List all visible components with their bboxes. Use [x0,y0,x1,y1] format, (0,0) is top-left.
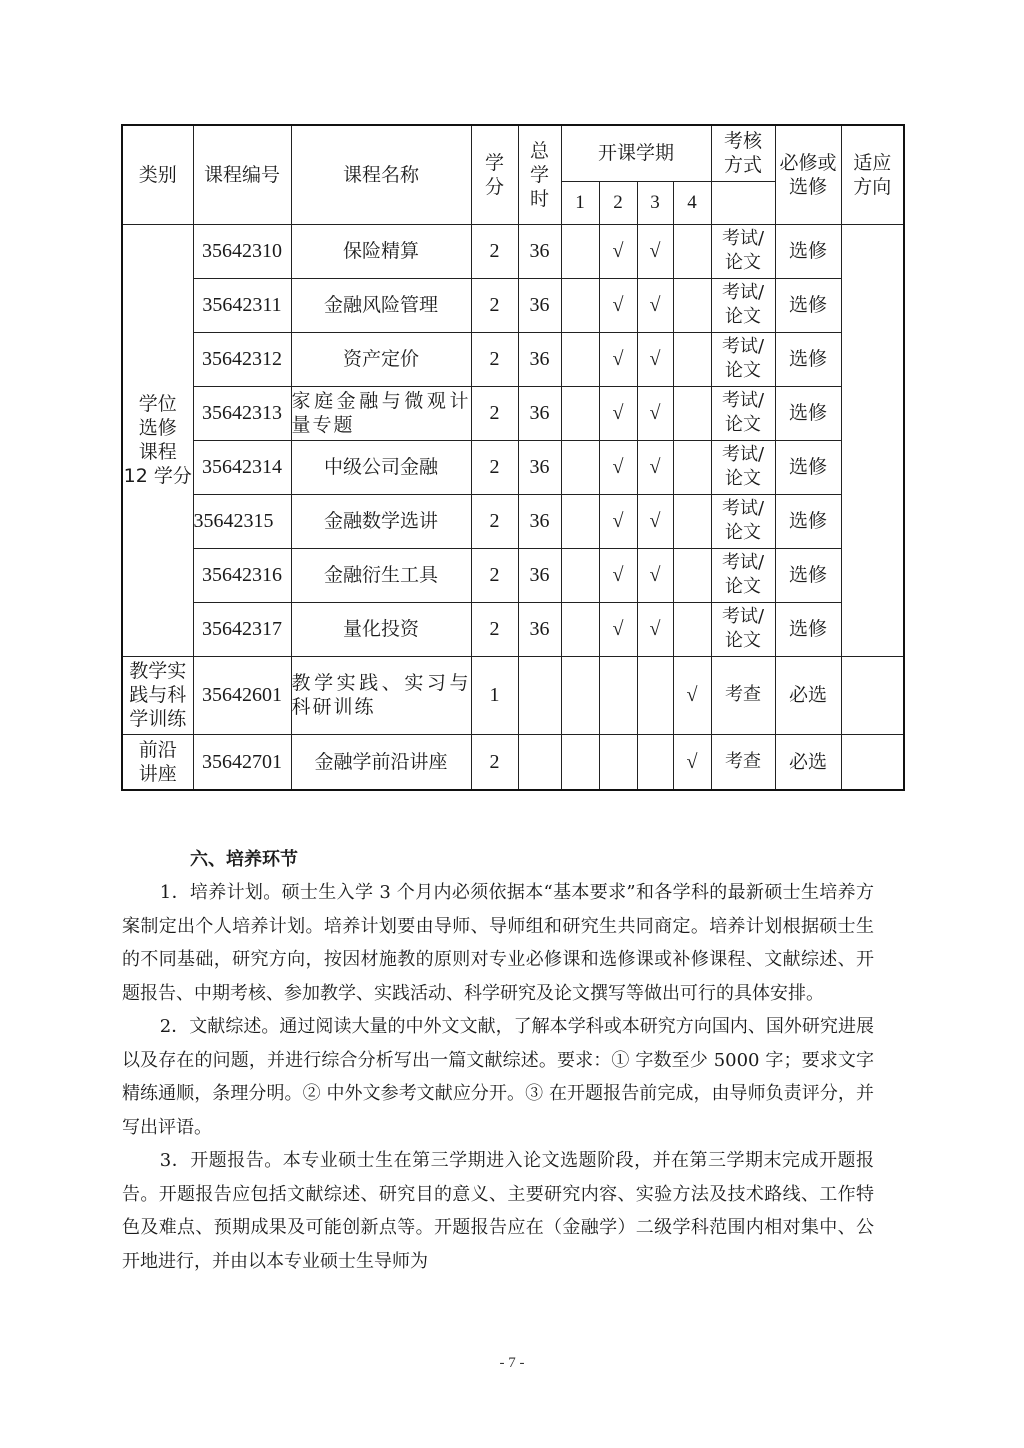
course-hours: 36 [518,386,561,440]
semester-4-check [673,548,711,602]
table-row [122,224,904,278]
assessment-line: 考试/ [721,606,765,627]
paragraph-training-plan: 1．培养计划。硕士生入学 3 个月内必须依据本“基本要求”和各学科的最新硕士生培养方案制定出个人培养计划。培养计划要由导师、导师组和研究生共同商定。培养计划根据硕士生的不同基础，研究方向，按因材施教的原则对专业必修课和选修课或补修课程、文献综述、开题报告、中期考核、参加教学、实践活动、科学研究及论文撰写等做出可行的具体安排。 [122,882,874,1004]
assessment-cell [711,386,775,440]
course-name: 金融数学选讲 [291,494,471,548]
semester-1-check [561,278,599,332]
semester-4-check [673,602,711,656]
course-credits: 1 [471,656,518,734]
course-type: 必选 [775,656,841,734]
direction-cell [841,734,904,790]
assessment-line: 论文 [725,252,762,273]
semester-4-check [673,386,711,440]
header-credits-line: 分 [484,175,504,198]
header-category: 类别 [122,125,193,224]
header-required [775,125,841,224]
semester-3-check: √ [637,602,673,656]
semester-3-check [637,734,673,790]
semester-2-check: √ [599,440,637,494]
course-hours: 36 [518,278,561,332]
semester-1-check [561,548,599,602]
header-name: 课程名称 [291,125,471,224]
course-credits: 2 [471,278,518,332]
header-hours-line: 总 [529,139,549,162]
course-hours: 36 [518,602,561,656]
assessment-line: 论文 [725,306,762,327]
course-name: 中级公司金融 [291,440,471,494]
semester-1-check [561,494,599,548]
category-line: 践与科 [129,684,187,706]
category-line: 选修 [138,417,177,439]
header-direction-line: 适应 [853,151,892,174]
course-hours [518,656,561,734]
course-name: 金融学前沿讲座 [291,734,471,790]
semester-4-check: √ [673,734,711,790]
page-number: - 7 - [499,1355,525,1371]
semester-3-check: √ [637,494,673,548]
course-type: 选修 [775,548,841,602]
category-line: 前沿 [138,738,177,761]
course-credits: 2 [471,332,518,386]
semester-1-check [561,224,599,278]
assessment-line: 考试/ [721,390,765,411]
semester-3-check: √ [637,440,673,494]
direction-cell [841,656,904,734]
course-name: 保险精算 [291,224,471,278]
course-type: 选修 [775,440,841,494]
course-hours: 36 [518,548,561,602]
category-line: 课程 [138,441,177,463]
assessment-line: 论文 [725,576,762,597]
header-semester: 开课学期 [561,125,711,181]
table-row [122,494,904,548]
course-code: 35642312 [193,332,291,386]
category-cell [122,656,193,734]
header-hours [518,125,561,224]
course-code: 35642701 [193,734,291,790]
header-code: 课程编号 [193,125,291,224]
header-required-line: 选修 [789,175,828,198]
semester-3-check: √ [637,548,673,602]
course-name: 资产定价 [291,332,471,386]
assessment-line: 考试/ [721,282,765,303]
table-row [122,278,904,332]
header-assessment-line: 方式 [724,154,763,177]
course-name: 量化投资 [291,602,471,656]
table-row [122,656,904,734]
header-assessment-line: 考核 [724,130,763,153]
course-code: 35642313 [193,386,291,440]
course-credits: 2 [471,440,518,494]
course-code: 35642310 [193,224,291,278]
course-code: 35642314 [193,440,291,494]
section-heading: 六、培养环节 [190,849,298,870]
course-credits: 2 [471,734,518,790]
header-hours-line: 学 [529,163,549,186]
course-type: 必选 [775,734,841,790]
course-name: 家庭金融与微观计量专题 [291,386,471,440]
semester-2-check: √ [599,278,637,332]
semester-1-check [561,386,599,440]
course-code: 35642315 [193,494,291,548]
assessment-cell [711,332,775,386]
semester-1-check [561,440,599,494]
semester-2-check: √ [599,332,637,386]
semester-4-check: √ [673,656,711,734]
header-credits [471,125,518,224]
assessment-line: 考试/ [721,498,765,519]
header-assessment-blank [711,181,775,224]
semester-2-check: √ [599,224,637,278]
course-type: 选修 [775,494,841,548]
semester-2-check: √ [599,602,637,656]
header-hours-line: 时 [529,187,549,210]
assessment-cell: 考查 [711,656,775,734]
course-code: 35642316 [193,548,291,602]
category-cell [122,224,193,656]
course-type: 选修 [775,332,841,386]
course-name: 教学实践、实习与科研训练 [291,656,471,734]
table-row [122,332,904,386]
assessment-cell [711,494,775,548]
semester-4-check [673,224,711,278]
assessment-line: 考试/ [721,228,765,249]
header-semester-4: 4 [673,181,711,224]
course-code: 35642601 [193,656,291,734]
assessment-cell [711,278,775,332]
semester-2-check: √ [599,548,637,602]
assessment-line: 论文 [725,630,762,651]
semester-4-check [673,332,711,386]
course-hours: 36 [518,440,561,494]
semester-3-check: √ [637,332,673,386]
semester-2-check: √ [599,494,637,548]
semester-3-check [637,656,673,734]
semester-1-check [561,602,599,656]
course-hours: 36 [518,224,561,278]
course-hours [518,734,561,790]
table-row [122,386,904,440]
semester-4-check [673,494,711,548]
category-line: 学位 [138,393,177,415]
header-semester-3: 3 [637,181,673,224]
course-credits: 2 [471,224,518,278]
assessment-line: 论文 [725,468,762,489]
semester-1-check [561,734,599,790]
table-row [122,548,904,602]
paragraph-proposal-report: 3．开题报告。本专业硕士生在第三学期进入论文选题阶段，并在第三学期末完成开题报告。开题报告应包括文献综述、研究目的意义、主要研究内容、实验方法及技术路线、工作特色及难点、预期成果及可能创新点等。开题报告应在（金融学）二级学科范围内相对集中、公开地进行，并由以本专业硕士生导师为 [122,1150,874,1272]
assessment-cell [711,602,775,656]
category-line: 学训练 [129,708,187,730]
course-type: 选修 [775,386,841,440]
assessment-line: 论文 [725,360,762,381]
semester-3-check: √ [637,386,673,440]
direction-cell [841,224,904,656]
assessment-line: 考试/ [721,444,765,465]
table-row [122,440,904,494]
semester-3-check: √ [637,278,673,332]
semester-4-check [673,278,711,332]
semester-1-check [561,656,599,734]
course-type: 选修 [775,602,841,656]
course-hours: 36 [518,332,561,386]
table-row [122,602,904,656]
semester-2-check [599,656,637,734]
assessment-line: 考试/ [721,336,765,357]
course-credits: 2 [471,386,518,440]
category-line: 教学实 [129,660,187,682]
header-assessment [711,125,775,181]
course-hours: 36 [518,494,561,548]
course-code: 35642311 [193,278,291,332]
course-name: 金融衍生工具 [291,548,471,602]
assessment-line: 考试/ [721,552,765,573]
assessment-line: 论文 [725,522,762,543]
table-header [122,125,904,224]
paragraph-literature-review: 2．文献综述。通过阅读大量的中外文文献，了解本学科或本研究方向国内、国外研究进展以及存在的问题，并进行综合分析写出一篇文献综述。要求：① 字数至少 5000 字；要求文字精练通顺，条理分明。② 中外文参考文献应分开。③ 在开题报告前完成，由导师负责评分，并写出评语。 [122,1016,874,1138]
assessment-cell [711,440,775,494]
header-semester-1: 1 [561,181,599,224]
course-table [121,124,905,791]
course-credits: 2 [471,602,518,656]
course-name: 金融风险管理 [291,278,471,332]
section-body [122,876,874,1278]
semester-2-check: √ [599,386,637,440]
header-required-line: 必修或 [779,151,837,174]
course-type: 选修 [775,224,841,278]
header-credits-line: 学 [484,151,504,174]
assessment-cell [711,224,775,278]
course-credits: 2 [471,494,518,548]
category-line: 讲座 [138,762,177,785]
semester-2-check [599,734,637,790]
category-cell [122,734,193,790]
course-type: 选修 [775,278,841,332]
category-line: 12 学分 [123,465,192,487]
semester-3-check: √ [637,224,673,278]
assessment-cell: 考查 [711,734,775,790]
assessment-cell [711,548,775,602]
header-semester-2: 2 [599,181,637,224]
table-row [122,734,904,790]
semester-4-check [673,440,711,494]
semester-1-check [561,332,599,386]
assessment-line: 论文 [725,414,762,435]
header-direction [841,125,904,224]
header-direction-line: 方向 [853,175,892,198]
course-code: 35642317 [193,602,291,656]
course-credits: 2 [471,548,518,602]
